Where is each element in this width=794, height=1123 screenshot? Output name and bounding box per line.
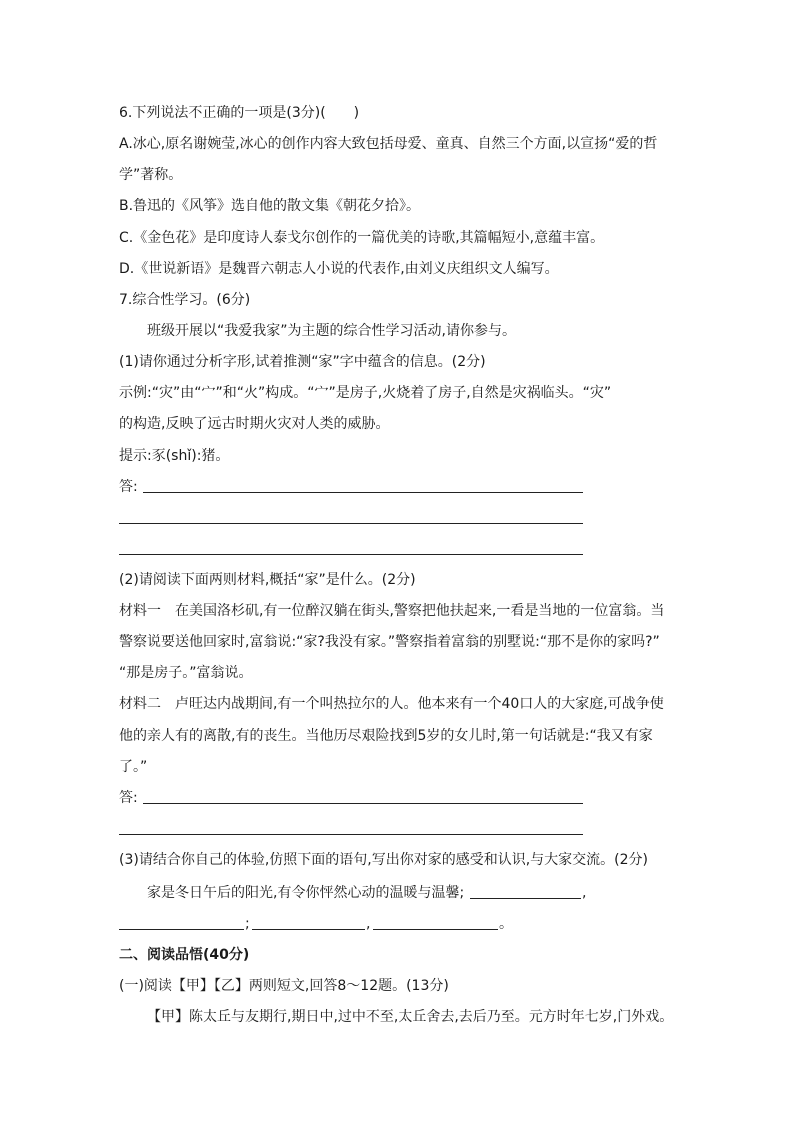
q7-part3-semicolon: ;: [245, 916, 250, 932]
q7-part3-blank2[interactable]: [119, 929, 244, 930]
q7-part1-example-line1: 示例:“灾”由“宀”和“火”构成。“宀”是房子,火烧着了房子,自然是灾祸临头。“灾”: [119, 385, 612, 401]
q7-part2-answer-line1[interactable]: [143, 803, 583, 804]
q6-option-d: D.《世说新语》是魏晋六朝志人小说的代表作,由刘义庆组织文人编写。: [119, 261, 559, 277]
q7-part2-material1-line3: “那是房子。”富翁说。: [119, 665, 253, 681]
q7-part2-material1-line1: 材料一 在美国洛杉矶,有一位醉汉躺在街头,警察把他扶起来,一看是当地的一位富翁。当: [119, 603, 665, 619]
q7-part1-answer-line3[interactable]: [119, 554, 583, 555]
q7-part3-comma2: ,: [366, 916, 371, 932]
q7-part1-answer-line2[interactable]: [119, 523, 583, 524]
q7-part2-material1-line2: 警察说要送他回家时,富翁说:“家?我没有家。”警察指着富翁的别墅说:“那不是你的家吗?”: [119, 634, 660, 650]
q7-part3-stem: (3)请结合你自己的体验,仿照下面的语句,写出你对家的感受和认识,与大家交流。(2分): [119, 852, 649, 868]
q7-part1-hint: 提示:豕(shǐ):猪。: [119, 448, 230, 464]
q6-option-b: B.鲁迅的《风筝》选自他的散文集《朝花夕拾》。: [119, 198, 421, 214]
q7-part3-comma: ,: [582, 885, 587, 901]
q7-part3-blank4[interactable]: [373, 929, 498, 930]
q7-intro: 班级开展以“我爱我家”为主题的综合性学习活动,请你参与。: [147, 323, 516, 339]
q6-option-a-line1: A.冰心,原名谢婉莹,冰心的创作内容大致包括母爱、童真、自然三个方面,以宣扬“爱的哲: [119, 136, 658, 152]
q7-part3-blank3[interactable]: [252, 929, 365, 930]
q7-part1-example-line2: 的构造,反映了远古时期火灾对人类的威胁。: [119, 416, 390, 432]
q7-part1-stem: (1)请你通过分析字形,试着推测“家”字中蕴含的信息。(2分): [119, 354, 486, 370]
q7-part2-stem: (2)请阅读下面两则材料,概括“家”是什么。(2分): [119, 572, 416, 588]
q6-option-c: C.《金色花》是印度诗人泰戈尔创作的一篇优美的诗歌,其篇幅短小,意蕴丰富。: [119, 230, 605, 246]
section2-heading: 二、阅读品悟(40分): [119, 947, 250, 963]
q7-part3-model: 家是冬日午后的阳光,有令你怦然心动的温暖与温馨;: [147, 885, 465, 901]
section2-sub1: (一)阅读【甲】【乙】两则短文,回答8～12题。(13分): [119, 978, 449, 994]
q6-stem: 6.下列说法不正确的一项是(3分)( ): [119, 105, 360, 121]
q7-part3-blank1[interactable]: [470, 898, 581, 899]
q7-part2-material2-line3: 了。”: [119, 759, 148, 775]
q6-option-a-line2: 学”著称。: [119, 167, 183, 183]
q7-part1-answer-label: 答:: [119, 479, 138, 495]
q7-stem: 7.综合性学习。(6分): [119, 292, 251, 308]
q7-part2-answer-label: 答:: [119, 790, 138, 806]
q7-part2-material2-line1: 材料二 卢旺达内战期间,有一个叫热拉尔的人。他本来有一个40口人的大家庭,可战争使: [119, 696, 664, 712]
section2-text-line1: 【甲】陈太丘与友期行,期日中,过中不至,太丘舍去,去后乃至。元方时年七岁,门外戏。: [147, 1009, 674, 1025]
q7-part3-period: 。: [499, 916, 513, 932]
q7-part2-answer-line2[interactable]: [119, 834, 583, 835]
q7-part1-answer-line1[interactable]: [143, 492, 583, 493]
q7-part2-material2-line2: 他的亲人有的离散,有的丧生。当他历尽艰险找到5岁的女儿时,第一句话就是:“我又有家: [119, 728, 653, 744]
